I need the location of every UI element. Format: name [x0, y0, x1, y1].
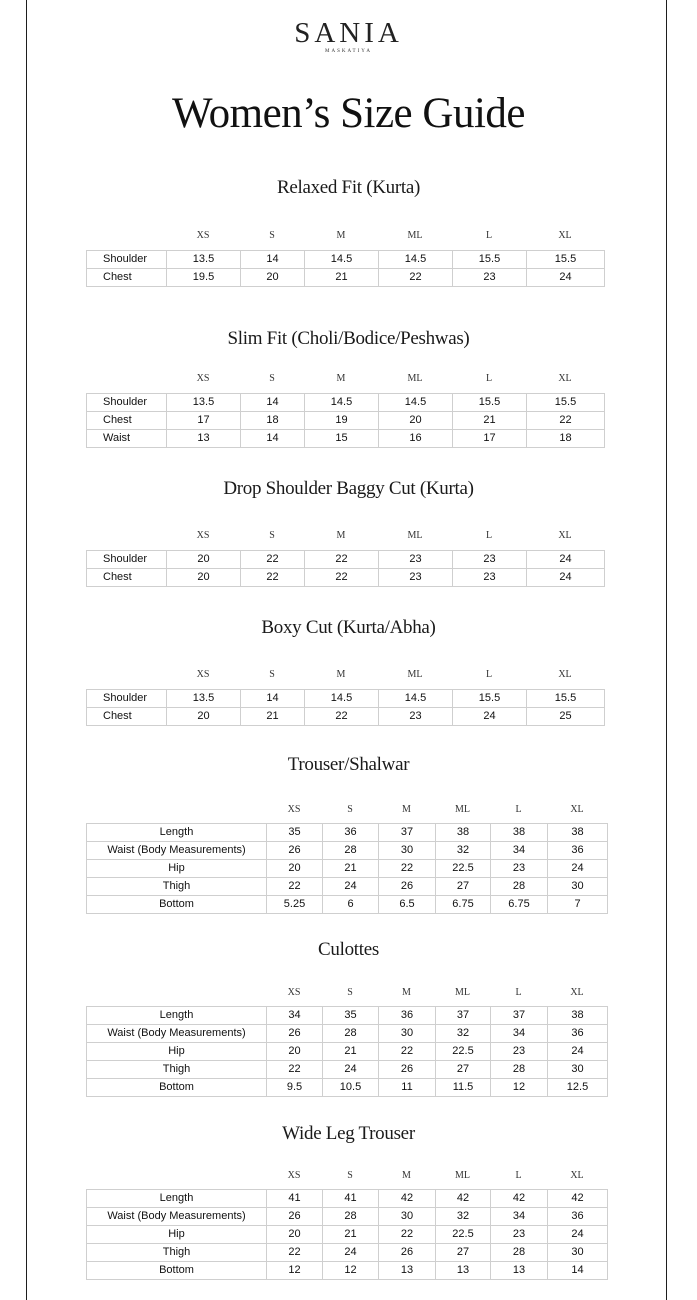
measurement-value: 38: [548, 824, 608, 842]
measurement-value: 35: [323, 1007, 379, 1025]
table-row: [87, 394, 605, 412]
measurement-value: 14.5: [379, 690, 453, 708]
measurement-value: 20: [267, 1226, 323, 1244]
table-row: [87, 1025, 608, 1043]
size-header-m: M: [402, 1170, 411, 1181]
measurement-value: 13.5: [167, 251, 241, 269]
measurement-value: 35: [267, 824, 323, 842]
size-table: [86, 823, 608, 914]
table-row: [87, 1190, 608, 1208]
size-header-m: M: [336, 530, 346, 541]
size-header-m: M: [336, 669, 346, 680]
measurement-value: 22: [267, 1061, 323, 1079]
size-header-xs: XS: [196, 373, 210, 384]
size-header-xs: XS: [287, 1170, 301, 1181]
size-header-l: L: [515, 987, 522, 998]
measurement-label: Chest: [87, 269, 167, 287]
size-header-ml: ML: [455, 804, 470, 815]
measurement-value: 6.5: [379, 896, 436, 914]
measurement-value: 24: [527, 269, 605, 287]
measurement-value: 12: [491, 1079, 548, 1097]
measurement-value: 38: [491, 824, 548, 842]
measurement-label: Thigh: [87, 1061, 267, 1079]
table-row: [87, 551, 605, 569]
table-row: [87, 412, 605, 430]
measurement-value: 22.5: [436, 1043, 491, 1061]
size-header-ml: ML: [407, 530, 423, 541]
measurement-label: Shoulder: [87, 690, 167, 708]
size-header-l: L: [485, 530, 493, 541]
size-table: [86, 1006, 608, 1097]
measurement-value: 21: [241, 708, 305, 726]
measurement-value: 14.5: [305, 251, 379, 269]
table-row: [87, 1007, 608, 1025]
measurement-value: 22: [305, 569, 379, 587]
measurement-value: 26: [379, 1061, 436, 1079]
size-table: [86, 689, 605, 726]
size-header-row: [166, 373, 604, 384]
measurement-value: 36: [548, 1025, 608, 1043]
size-header-xs: XS: [287, 987, 301, 998]
measurement-value: 26: [267, 842, 323, 860]
measurement-value: 36: [548, 842, 608, 860]
size-header-row: [166, 230, 604, 241]
measurement-value: 14.5: [305, 394, 379, 412]
measurement-value: 11: [379, 1079, 436, 1097]
page-title: Women’s Size Guide: [172, 90, 525, 137]
table-row: [87, 1079, 608, 1097]
measurement-value: 15: [305, 430, 379, 448]
size-header-xs: XS: [196, 669, 210, 680]
size-table: [86, 1189, 608, 1280]
section-title: Culottes: [318, 939, 379, 960]
measurement-value: 30: [379, 842, 436, 860]
measurement-value: 37: [491, 1007, 548, 1025]
measurement-value: 28: [323, 1208, 379, 1226]
measurement-value: 36: [323, 824, 379, 842]
measurement-value: 6.75: [491, 896, 548, 914]
table-row: [87, 878, 608, 896]
measurement-value: 23: [453, 569, 527, 587]
measurement-value: 38: [548, 1007, 608, 1025]
table-row: [87, 1244, 608, 1262]
measurement-value: 27: [436, 1061, 491, 1079]
measurement-value: 38: [436, 824, 491, 842]
measurement-value: 42: [491, 1190, 548, 1208]
measurement-label: Shoulder: [87, 394, 167, 412]
size-header-xs: XS: [287, 804, 301, 815]
measurement-value: 7: [548, 896, 608, 914]
measurement-value: 14: [241, 394, 305, 412]
size-header-s: S: [269, 373, 275, 384]
measurement-value: 10.5: [323, 1079, 379, 1097]
measurement-value: 20: [379, 412, 453, 430]
measurement-value: 11.5: [436, 1079, 491, 1097]
size-header-xl: XL: [570, 1170, 584, 1181]
measurement-value: 30: [379, 1208, 436, 1226]
measurement-value: 36: [379, 1007, 436, 1025]
measurement-label: Thigh: [87, 878, 267, 896]
measurement-value: 28: [323, 1025, 379, 1043]
measurement-value: 42: [379, 1190, 436, 1208]
size-header-xl: XL: [558, 373, 572, 384]
size-header-ml: ML: [407, 373, 423, 384]
measurement-value: 22: [379, 1226, 436, 1244]
measurement-value: 13: [491, 1262, 548, 1280]
measurement-value: 20: [167, 708, 241, 726]
measurement-value: 14: [241, 690, 305, 708]
size-header-row: [266, 804, 607, 815]
size-header-l: L: [515, 1170, 522, 1181]
measurement-value: 18: [241, 412, 305, 430]
measurement-value: 14: [548, 1262, 608, 1280]
measurement-value: 32: [436, 1025, 491, 1043]
table-row: [87, 1061, 608, 1079]
measurement-value: 15.5: [453, 394, 527, 412]
measurement-value: 13: [379, 1262, 436, 1280]
table-row: [87, 430, 605, 448]
measurement-label: Bottom: [87, 1262, 267, 1280]
measurement-label: Chest: [87, 569, 167, 587]
table-row: [87, 1208, 608, 1226]
measurement-value: 41: [267, 1190, 323, 1208]
measurement-value: 24: [453, 708, 527, 726]
size-table: [86, 550, 605, 587]
size-header-s: S: [269, 530, 275, 541]
measurement-label: Thigh: [87, 1244, 267, 1262]
measurement-label: Hip: [87, 1043, 267, 1061]
measurement-value: 21: [453, 412, 527, 430]
measurement-value: 26: [267, 1025, 323, 1043]
measurement-value: 17: [167, 412, 241, 430]
measurement-value: 21: [323, 860, 379, 878]
measurement-value: 23: [491, 1043, 548, 1061]
measurement-value: 15.5: [453, 251, 527, 269]
measurement-label: Waist (Body Measurements): [87, 842, 267, 860]
measurement-label: Chest: [87, 412, 167, 430]
table-row: [87, 1262, 608, 1280]
size-header-row: [266, 1170, 607, 1181]
measurement-label: Waist: [87, 430, 167, 448]
measurement-value: 28: [491, 1244, 548, 1262]
measurement-value: 9.5: [267, 1079, 323, 1097]
measurement-value: 15.5: [527, 394, 605, 412]
measurement-value: 14.5: [379, 394, 453, 412]
measurement-value: 28: [491, 878, 548, 896]
measurement-value: 23: [379, 569, 453, 587]
measurement-value: 13.5: [167, 690, 241, 708]
table-row: [87, 251, 605, 269]
measurement-value: 22: [241, 569, 305, 587]
measurement-value: 16: [379, 430, 453, 448]
measurement-value: 24: [323, 1061, 379, 1079]
measurement-value: 30: [379, 1025, 436, 1043]
measurement-value: 23: [453, 269, 527, 287]
measurement-value: 34: [491, 842, 548, 860]
table-row: [87, 824, 608, 842]
measurement-value: 28: [323, 842, 379, 860]
size-header-l: L: [485, 373, 493, 384]
size-header-xl: XL: [558, 530, 572, 541]
table-row: [87, 1043, 608, 1061]
measurement-value: 5.25: [267, 896, 323, 914]
table-row: [87, 690, 605, 708]
section-title: Wide Leg Trouser: [282, 1123, 415, 1144]
measurement-label: Length: [87, 824, 267, 842]
size-header-ml: ML: [407, 230, 423, 241]
size-header-l: L: [515, 804, 522, 815]
measurement-value: 26: [267, 1208, 323, 1226]
table-row: [87, 1226, 608, 1244]
measurement-value: 19.5: [167, 269, 241, 287]
measurement-value: 24: [548, 860, 608, 878]
measurement-label: Waist (Body Measurements): [87, 1025, 267, 1043]
measurement-value: 21: [305, 269, 379, 287]
measurement-value: 13: [167, 430, 241, 448]
measurement-value: 15.5: [453, 690, 527, 708]
table-row: [87, 708, 605, 726]
measurement-value: 30: [548, 1061, 608, 1079]
size-header-xs: XS: [196, 530, 210, 541]
measurement-label: Shoulder: [87, 551, 167, 569]
measurement-value: 30: [548, 878, 608, 896]
size-header-l: L: [485, 669, 493, 680]
measurement-value: 24: [548, 1043, 608, 1061]
measurement-value: 22: [241, 551, 305, 569]
size-table: [86, 250, 605, 287]
measurement-value: 14: [241, 251, 305, 269]
measurement-value: 20: [267, 1043, 323, 1061]
measurement-value: 22: [379, 269, 453, 287]
size-header-xl: XL: [558, 230, 572, 241]
table-row: [87, 569, 605, 587]
measurement-value: 20: [267, 860, 323, 878]
brand-logo: [0, 18, 697, 55]
measurement-value: 20: [167, 551, 241, 569]
size-header-m: M: [402, 987, 411, 998]
measurement-value: 21: [323, 1043, 379, 1061]
measurement-value: 32: [436, 842, 491, 860]
size-header-xl: XL: [570, 804, 584, 815]
measurement-value: 24: [548, 1226, 608, 1244]
measurement-value: 42: [436, 1190, 491, 1208]
size-header-row: [166, 530, 604, 541]
measurement-label: Hip: [87, 860, 267, 878]
measurement-label: Length: [87, 1190, 267, 1208]
measurement-value: 14.5: [379, 251, 453, 269]
measurement-value: 15.5: [527, 251, 605, 269]
measurement-value: 14.5: [305, 690, 379, 708]
measurement-value: 22.5: [436, 860, 491, 878]
measurement-value: 12.5: [548, 1079, 608, 1097]
measurement-value: 25: [527, 708, 605, 726]
section-title: Boxy Cut (Kurta/Abha): [261, 617, 436, 638]
measurement-value: 21: [323, 1226, 379, 1244]
measurement-value: 24: [323, 878, 379, 896]
measurement-value: 12: [323, 1262, 379, 1280]
measurement-value: 23: [491, 1226, 548, 1244]
size-header-xs: XS: [196, 230, 210, 241]
size-header-xl: XL: [558, 669, 572, 680]
measurement-value: 22: [379, 1043, 436, 1061]
measurement-value: 23: [491, 860, 548, 878]
measurement-value: 22: [527, 412, 605, 430]
size-header-s: S: [269, 230, 275, 241]
measurement-value: 23: [379, 708, 453, 726]
measurement-value: 36: [548, 1208, 608, 1226]
size-header-xl: XL: [570, 987, 584, 998]
size-header-ml: ML: [455, 1170, 470, 1181]
measurement-value: 37: [379, 824, 436, 842]
measurement-label: Length: [87, 1007, 267, 1025]
measurement-value: 22: [267, 1244, 323, 1262]
size-header-row: [266, 987, 607, 998]
measurement-value: 18: [527, 430, 605, 448]
size-header-s: S: [269, 669, 275, 680]
measurement-label: Bottom: [87, 896, 267, 914]
size-header-m: M: [402, 804, 411, 815]
measurement-label: Shoulder: [87, 251, 167, 269]
measurement-value: 23: [379, 551, 453, 569]
measurement-label: Hip: [87, 1226, 267, 1244]
measurement-value: 28: [491, 1061, 548, 1079]
size-header-ml: ML: [455, 987, 470, 998]
measurement-label: Waist (Body Measurements): [87, 1208, 267, 1226]
measurement-value: 23: [453, 551, 527, 569]
measurement-value: 12: [267, 1262, 323, 1280]
measurement-label: Bottom: [87, 1079, 267, 1097]
measurement-value: 22: [379, 860, 436, 878]
measurement-value: 32: [436, 1208, 491, 1226]
size-table: [86, 393, 605, 448]
table-row: [87, 269, 605, 287]
measurement-value: 14: [241, 430, 305, 448]
measurement-value: 17: [453, 430, 527, 448]
measurement-value: 20: [167, 569, 241, 587]
measurement-value: 19: [305, 412, 379, 430]
table-row: [87, 860, 608, 878]
table-row: [87, 842, 608, 860]
measurement-value: 24: [527, 551, 605, 569]
measurement-value: 41: [323, 1190, 379, 1208]
table-row: [87, 896, 608, 914]
measurement-value: 22.5: [436, 1226, 491, 1244]
measurement-value: 6.75: [436, 896, 491, 914]
section-title: Drop Shoulder Baggy Cut (Kurta): [223, 478, 474, 499]
measurement-value: 24: [527, 569, 605, 587]
size-header-s: S: [347, 987, 353, 998]
size-header-s: S: [347, 1170, 353, 1181]
measurement-value: 20: [241, 269, 305, 287]
measurement-value: 26: [379, 878, 436, 896]
measurement-value: 26: [379, 1244, 436, 1262]
measurement-value: 37: [436, 1007, 491, 1025]
measurement-value: 27: [436, 878, 491, 896]
size-header-s: S: [347, 804, 353, 815]
measurement-value: 34: [267, 1007, 323, 1025]
size-header-row: [166, 669, 604, 680]
section-title: Trouser/Shalwar: [287, 754, 410, 775]
size-header-m: M: [336, 373, 346, 384]
measurement-value: 6: [323, 896, 379, 914]
measurement-value: 22: [305, 708, 379, 726]
measurement-value: 24: [323, 1244, 379, 1262]
section-title: Slim Fit (Choli/Bodice/Peshwas): [227, 328, 470, 349]
measurement-value: 13: [436, 1262, 491, 1280]
measurement-value: 15.5: [527, 690, 605, 708]
section-title: Relaxed Fit (Kurta): [276, 177, 421, 198]
measurement-value: 22: [305, 551, 379, 569]
size-header-m: M: [336, 230, 346, 241]
size-header-ml: ML: [407, 669, 423, 680]
measurement-label: Chest: [87, 708, 167, 726]
measurement-value: 13.5: [167, 394, 241, 412]
measurement-value: 22: [267, 878, 323, 896]
measurement-value: 34: [491, 1025, 548, 1043]
measurement-value: 30: [548, 1244, 608, 1262]
size-header-l: L: [485, 230, 493, 241]
brand-subtitle: MASKATIYA: [325, 49, 372, 54]
measurement-value: 34: [491, 1208, 548, 1226]
measurement-value: 42: [548, 1190, 608, 1208]
brand-name: SANIA: [294, 17, 403, 49]
measurement-value: 27: [436, 1244, 491, 1262]
